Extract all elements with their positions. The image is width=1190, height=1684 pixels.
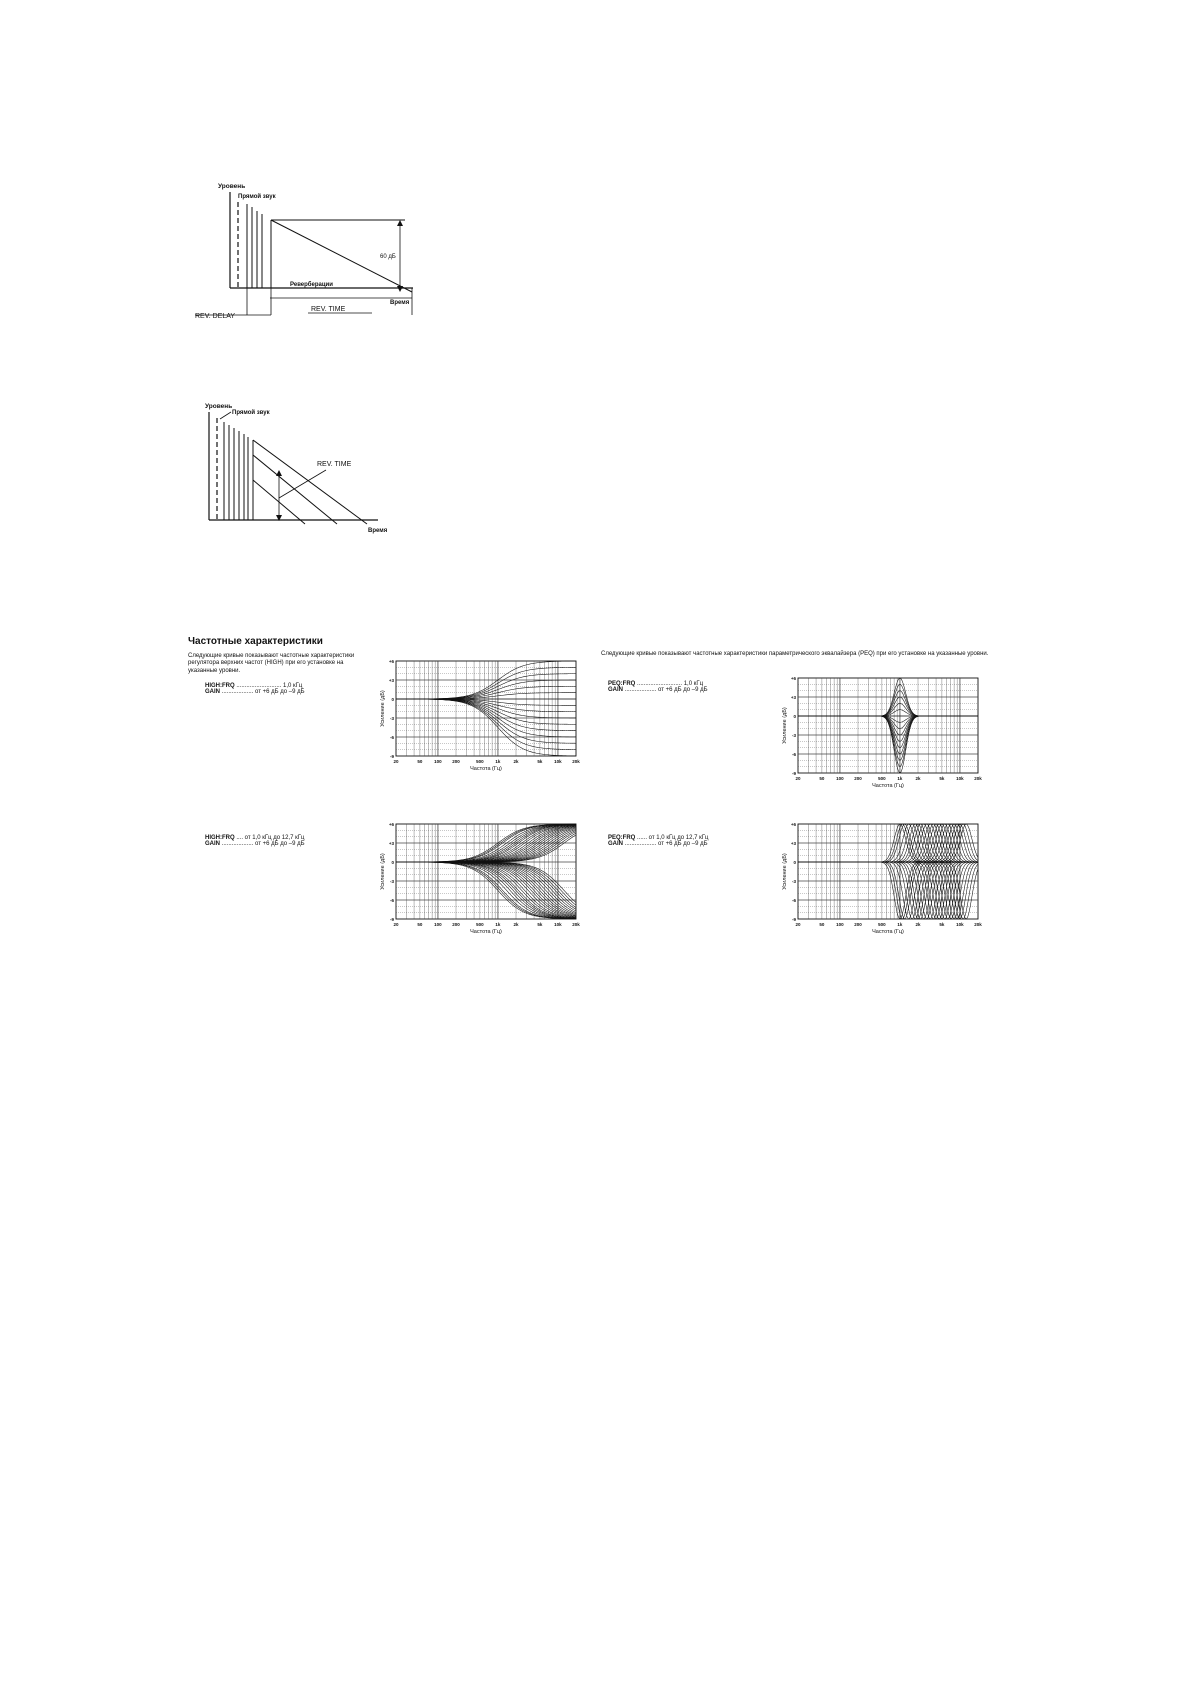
y-tick-label: -6 [389,898,394,903]
section-heading: Частотные характеристики [188,636,323,647]
series-line [396,862,576,918]
x-tick-label: 500 [878,922,886,927]
y-tick-label: +6 [790,676,796,681]
spec-key: GAIN [205,841,220,847]
y-tick-label: -3 [389,716,394,721]
spec-peq-sweep [608,835,708,847]
x-tick-label: 200 [452,922,460,927]
series-line [396,825,576,862]
x-tick-label: 2k [915,922,921,927]
spec-peq-fixed [608,681,708,693]
x-tick-label: 100 [836,776,844,781]
x-tick-label: 20k [572,922,580,927]
spec-key: GAIN [608,841,623,847]
y-tick-label: +6 [790,822,796,827]
series-line [396,862,576,917]
y-tick-label: -6 [791,752,796,757]
x-tick-label: 1k [495,759,501,764]
y-tick-label: 0 [391,860,394,865]
y-tick-label: 0 [391,697,394,702]
x-axis-label: Частота (Гц) [872,929,904,935]
spec-key: GAIN [205,689,220,695]
rev-time-label: REV. TIME [317,461,352,468]
spec-value: ................... от +6 дБ до –9 дБ [624,687,708,693]
y-tick-label: +3 [388,841,394,846]
x-tick-label: 50 [819,776,825,781]
x-tick-label: 20k [974,922,982,927]
y-axis-label: Усиление (дБ) [782,707,788,744]
x-tick-label: 5k [537,922,543,927]
y-tick-label: -3 [389,879,394,884]
x-tick-label: 10k [956,776,964,781]
right-intro-text: Следующие кривые показывают частотные характеристики параметрического эквалайзера (PEQ) при его установке на указанные уровни. [601,651,989,657]
x-axis-label: Частота (Гц) [470,766,502,772]
series-line [396,699,576,743]
rev-time-pointer [279,470,326,498]
x-tick-label: 500 [476,922,484,927]
direct-sound-label: Прямой звук [232,410,270,416]
x-tick-label: 2k [513,922,519,927]
x-tick-label: 5k [939,922,945,927]
y-tick-label: 0 [793,714,796,719]
x-tick-label: 200 [854,776,862,781]
plot-frame [798,824,978,919]
y-tick-label: -9 [791,771,796,776]
y-tick-label: -9 [791,917,796,922]
graph-high-shelf-fixed [378,655,583,785]
x-tick-label: 10k [956,922,964,927]
series-line [396,667,576,699]
reverb-time-diagram [175,400,415,535]
series-line [396,862,576,918]
x-tick-label: 20 [795,776,801,781]
x-tick-label: 10k [554,922,562,927]
direct-sound-label: Прямой звук [238,194,276,200]
spec-value: ........................... 1,0 кГц [236,683,303,689]
graph-peq-fixed [780,672,985,802]
spec-value: ................... от +6 дБ до –9 дБ [221,841,305,847]
time-label: Время [390,300,410,306]
spec-value: .... от 1,0 кГц до 12,7 кГц [236,835,305,841]
db-label: 60 дБ [380,254,396,260]
spec-key: PEQ:FRQ [608,835,636,841]
y-axis-label: Усиление (дБ) [380,853,386,890]
y-axis-label: Усиление (дБ) [782,853,788,890]
spec-value: ................... от +6 дБ до –9 дБ [221,689,305,695]
x-tick-label: 20 [795,922,801,927]
series-line [396,862,576,908]
x-tick-label: 50 [417,759,423,764]
x-tick-label: 100 [434,759,442,764]
x-tick-label: 20k [572,759,580,764]
x-tick-label: 5k [537,759,543,764]
left-intro-text: Следующие кривые показывают частотные характеристики регулятора верхних частот (HIGH) при его установке на указанные уровни. [188,653,355,674]
y-tick-label: -6 [791,898,796,903]
x-tick-label: 2k [513,759,519,764]
series-line [396,832,576,862]
series-line [396,862,576,917]
rev-time-label: REV. TIME [311,306,346,313]
y-tick-label: -9 [389,754,394,759]
x-tick-label: 1k [495,922,501,927]
series-line [396,699,576,756]
x-tick-label: 100 [836,922,844,927]
x-tick-label: 10k [554,759,562,764]
spec-value: ...... от 1,0 кГц до 12,7 кГц [637,835,709,841]
x-tick-label: 200 [452,759,460,764]
x-axis-label: Частота (Гц) [872,783,904,789]
y-tick-label: +3 [388,678,394,683]
y-tick-label: -3 [791,879,796,884]
series-line [798,716,978,773]
series-line [396,862,576,911]
x-tick-label: 2k [915,776,921,781]
plot-frame [798,678,978,773]
x-tick-label: 100 [434,922,442,927]
x-tick-label: 1k [897,776,903,781]
plot-frame [396,661,576,756]
series-line [396,699,576,731]
x-tick-label: 20 [393,759,399,764]
y-tick-label: 0 [793,860,796,865]
spec-key: HIGH:FRQ [205,835,235,841]
reverb-label: Реверберации [290,282,333,288]
spec-key: PEQ:FRQ [608,681,636,687]
x-tick-label: 500 [878,776,886,781]
y-axis-label: Усиление (дБ) [380,690,386,727]
direct-sound-pointer [220,412,231,419]
x-tick-label: 20 [393,922,399,927]
time-label: Время [368,528,388,534]
graph-peq-sweep [780,818,985,948]
spec-value: ........................... 1,0 кГц [637,681,704,687]
reverb-delay-diagram [190,180,460,335]
rev-delay-label: REV. DELAY [195,313,236,320]
level-label: Уровень [205,403,233,410]
series-line [396,825,576,862]
series-line [798,862,978,919]
graph-high-shelf-sweep [378,818,583,948]
spec-key: GAIN [608,687,623,693]
x-tick-label: 50 [417,922,423,927]
y-tick-label: -3 [791,733,796,738]
decay-line-long [253,440,367,524]
spec-high-fixed [205,683,305,695]
x-tick-label: 1k [897,922,903,927]
spec-high-sweep [205,835,305,847]
x-tick-label: 200 [854,922,862,927]
y-tick-label: +6 [388,822,394,827]
x-tick-label: 500 [476,759,484,764]
y-tick-label: -9 [389,917,394,922]
spec-key: HIGH:FRQ [205,683,235,689]
y-tick-label: +6 [388,659,394,664]
level-label: Уровень [218,183,246,190]
x-axis-label: Частота (Гц) [470,929,502,935]
series-line [396,862,576,916]
y-tick-label: -6 [389,735,394,740]
y-tick-label: +3 [790,841,796,846]
x-tick-label: 20k [974,776,982,781]
x-tick-label: 50 [819,922,825,927]
y-tick-label: +3 [790,695,796,700]
x-tick-label: 5k [939,776,945,781]
spec-value: ................... от +6 дБ до –9 дБ [624,841,708,847]
series-line [396,680,576,699]
